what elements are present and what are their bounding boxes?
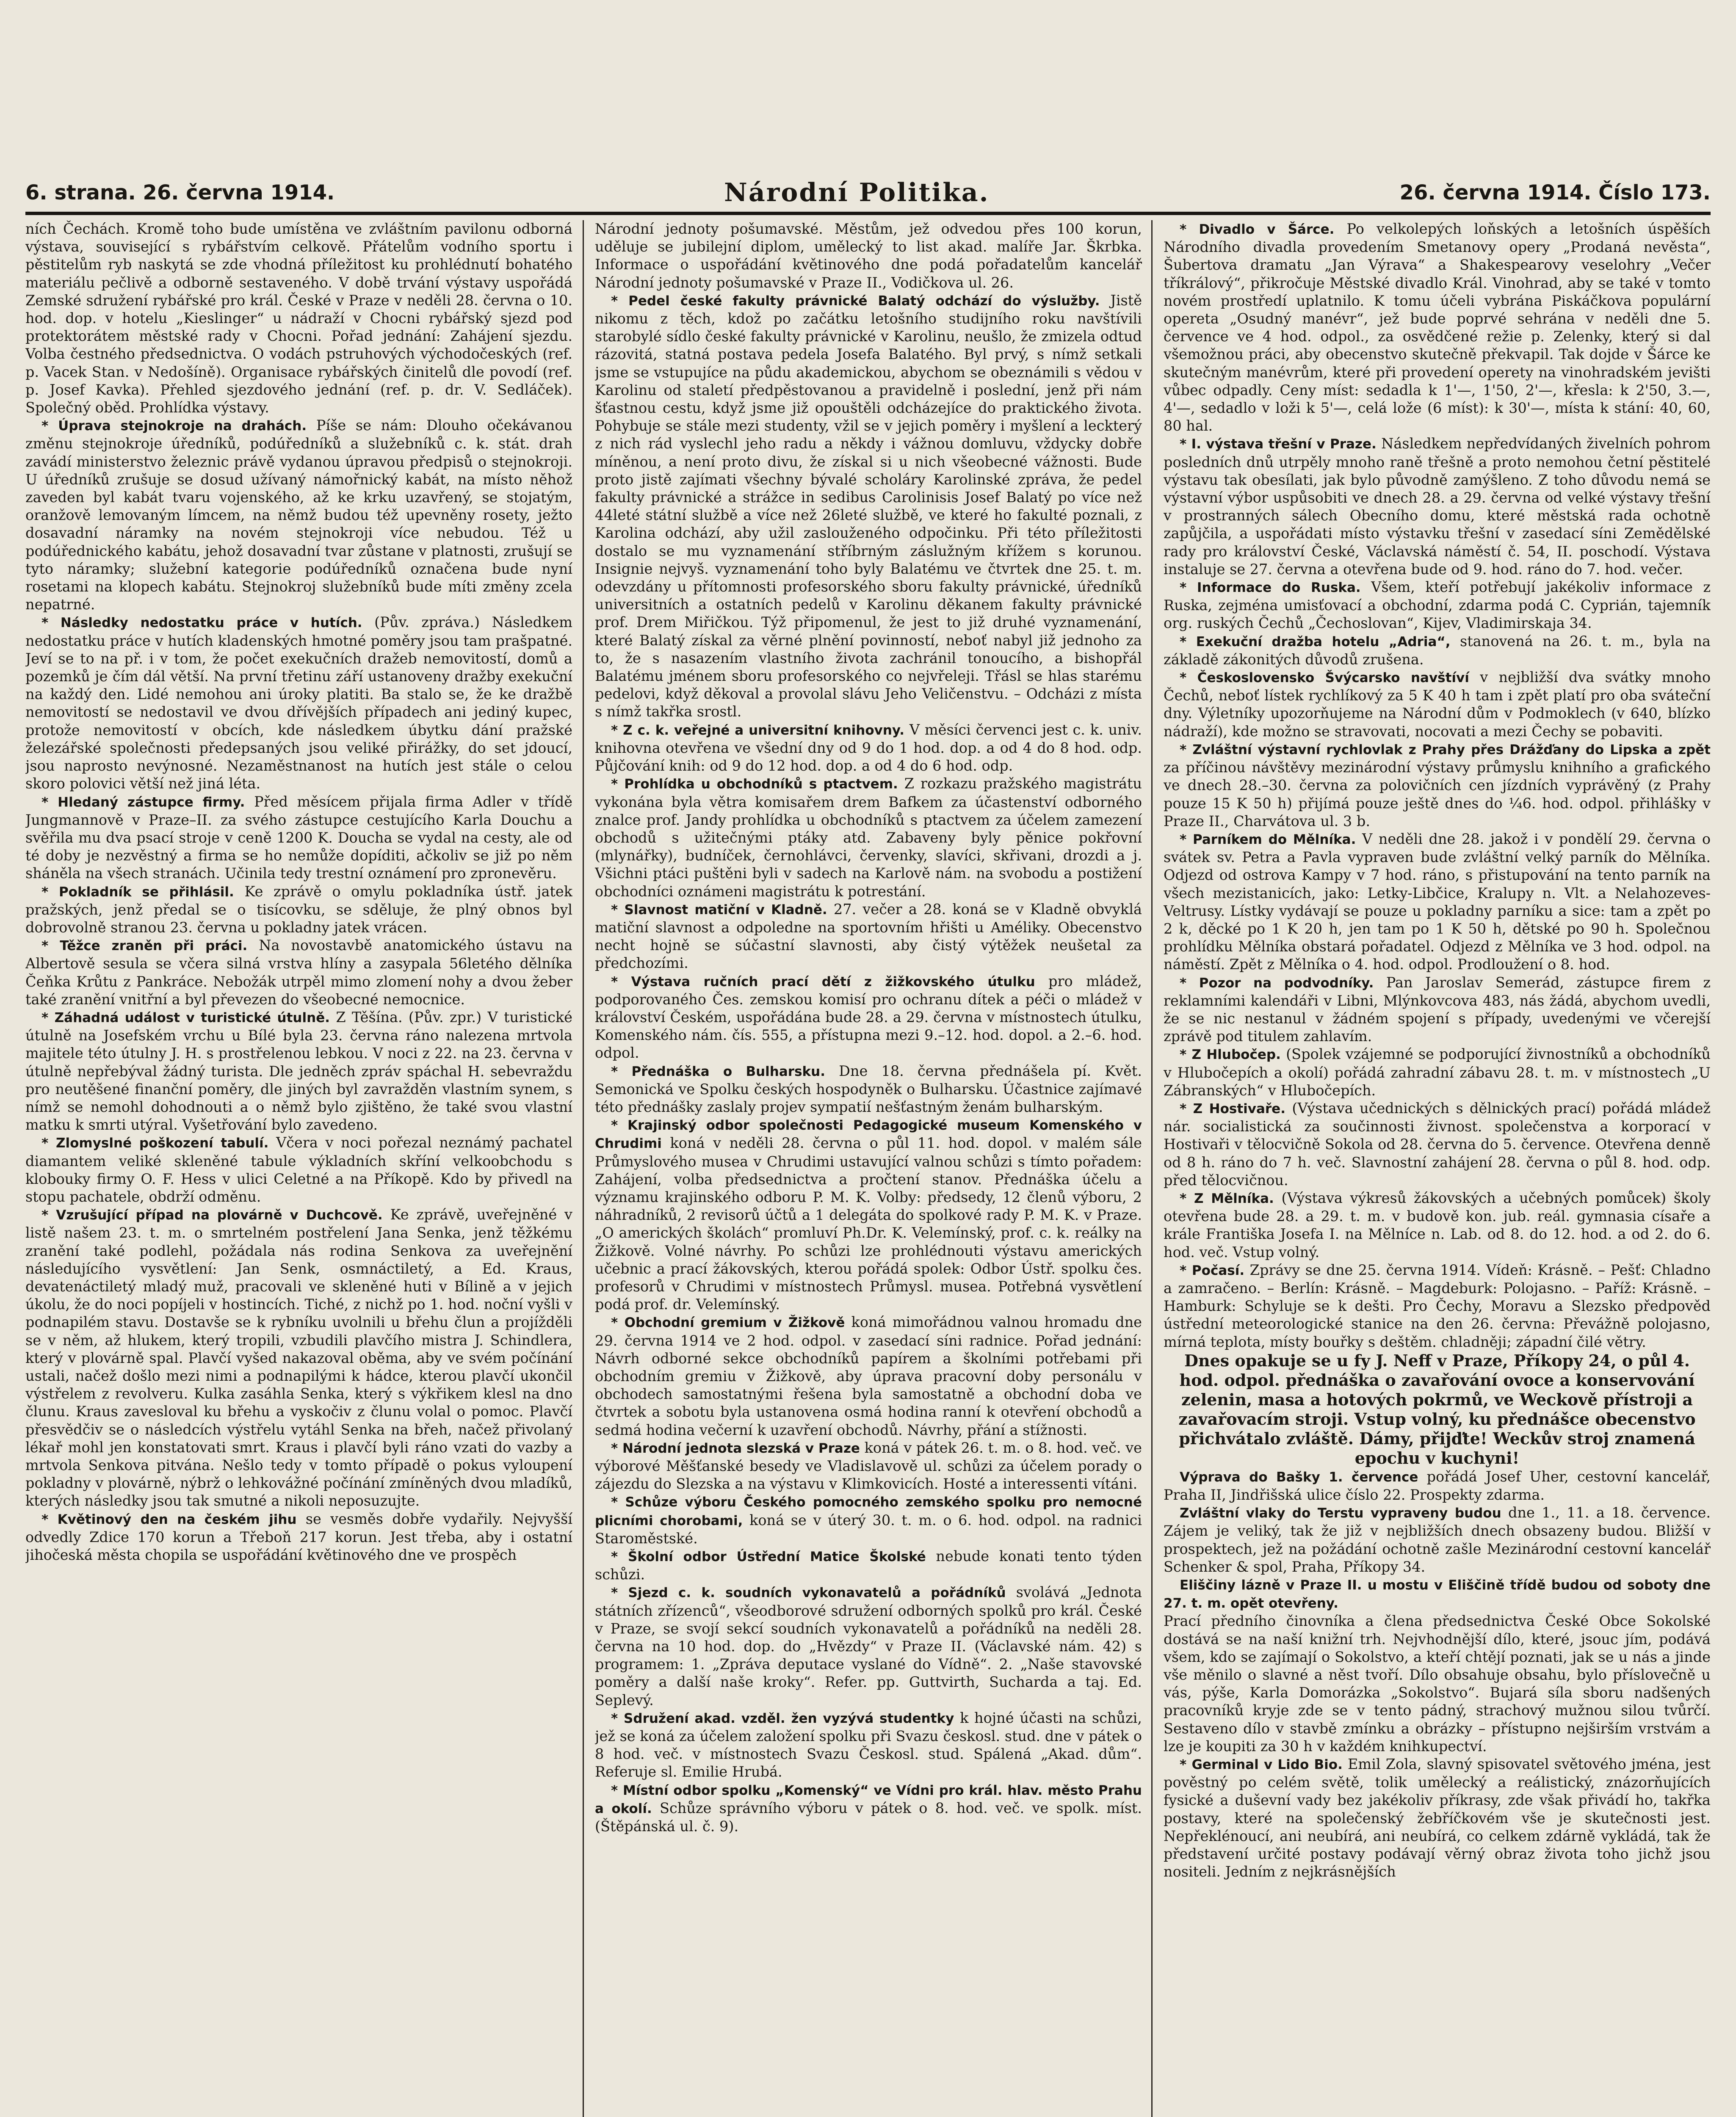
news-item-headline: * Pedel české fakulty právnické Balatý odchází do výslužby. xyxy=(611,293,1100,309)
news-item xyxy=(595,721,1142,775)
news-item-text: Po velkolepých loňských a letošních úspěších Národního divadla provedením Smetanovy opery „Prodaná nevěsta“, Šubertova dramatu „Jan Výrava“ a Shakespearovy veselohry „Večer tříkrálový“, přikročuje Městské divadlo Král. Vinohrad, aby se také v tomto novém prostředí uplatnilo. K tomu účeli vybrána Piskáčkova populární opereta „Osudný manévr“, jež bude poprvé sehrána v neděli dne 5. července ve 4 hod. odpol., za osvědčené režie p. Zelenky, který si dal všemožnou práci, aby obecenstvo skutečně překvapil. Tak dojde v Šárce ke skutečným manévrům, které při provedení operety na vinohradském jevišti vůbec odpadly. Ceny míst: sedadla k 1'—, 1'50, 2'—, křesla: k 2'50, 3.—, 4'—, sedadlo v loži k 5'—, celá lože (6 míst): k 30'—, místa k stání: 40, 60, 80 hal. xyxy=(1164,221,1711,434)
news-item xyxy=(595,292,1142,721)
news-item-text: Ke zprávě o omylu pokladníka ústř. jatek pražských, jenž předal se o tisícovku, se sděluje, že plný obnos byl dobrovolně stranou 23. června u pokladny jatek vrácen. xyxy=(25,883,572,936)
news-item xyxy=(25,1009,572,1134)
news-item-text: koná mimořádnou valnou hromadu dne 29. června 1914 ve 2 hod. odpol. v zasedací síni radnice. Pořad jednání: Návrh odborné sekce obchodníků papírem a školními potřebami při obchodním gremiu v Žižkově, aby úprava pracovní doby personálu v obchodech samostatnými řešena byla samostatně a obchodní doba ve čtvrtek a sobotu byla ustanovena osmá hodina ranní k otevření obchodů a sedmá hodina večerní k uzavření obchodů. Návrhy, přání a stížnosti. xyxy=(595,1314,1142,1438)
news-item xyxy=(1164,830,1711,974)
news-item xyxy=(1164,669,1711,741)
news-item xyxy=(595,1584,1142,1709)
news-item xyxy=(595,1439,1142,1493)
news-item-headline: * Přednáška o Bulharsku. xyxy=(611,1064,825,1079)
news-item xyxy=(25,1510,572,1564)
news-item xyxy=(595,1548,1142,1584)
news-item-headline: * Pozor na podvodníky. xyxy=(1180,975,1374,991)
news-item-text: svolává „Jednota státních zřízenců“, všeodborové sdružení odborných spolků pro král. České v Praze, se svojí sekcí soudních vykonavatelů a pořádníků na neděli 28. června na 10 hod. dop. do „Hvězdy“ v Praze II. (Václavské nám. 42) s programem: 1. „Zpráva deputace vyslané do Vídně“. 2. „Naše stavovské poměry a další naše kroky“. Refer. pp. Guttvirth, Sucharda a taj. Ed. Seplevý. xyxy=(595,1584,1142,1708)
news-item xyxy=(25,1206,572,1510)
news-item xyxy=(25,417,572,614)
news-item-headline: * Slavnost matiční v Kladně. xyxy=(611,902,827,918)
news-item-headline: * Krajinský odbor společnosti Pedagogické museum Komenského v Chrudimi xyxy=(595,1118,1142,1152)
news-item-headline: * Místní odbor spolku „Komenský“ ve Vídni pro král. hlav. město Prahu a okolí. xyxy=(595,1783,1142,1816)
news-item-text: k hojné účasti na schůzi, jež se koná za účelem založení spolku při Svazu českosl. stud. dne v pátek o 8 hod. več. v místnostech Svazu Českosl. stud. Spálená „Akad. dům“. Referuje sl. Emilie Hrubá. xyxy=(595,1709,1142,1780)
news-item-text: Před měsícem přijala firma Adler v třídě Jungmannově v Praze–II. za svého zástupce cestujícího Karla Douchu a svěřila mu dva psací stroje v ceně 1200 K. Doucha se vydal na cesty, ale od té doby je nezvěstný a firma se ho nemůže dopíditi, ačkoliv se již po něm sháněla na všech stranách. Učinila tedy trestní oznámení pro zpronevěru. xyxy=(25,793,572,882)
news-item xyxy=(25,937,572,1009)
news-item xyxy=(1164,1468,1711,1504)
news-item-text: za příčinou návštěvy mezinárodní výstavy průmyslu knihního a grafického ve dnech 28.–30. června za polovičních cen jízdních vyprávěný (z Prahy pouze 15 K 50 h) přijímá pouze ještě dnes do ¼6. hod. odpol. přihlášky v Praze II., Charvátova ul. 3 b. xyxy=(1164,759,1711,829)
news-item xyxy=(1164,1261,1711,1351)
news-item-text: koná se v úterý 30. t. m. o 6. hod. odpol. na radnici Staroměstské. xyxy=(595,1512,1142,1547)
news-item-headline: * Zlomyslné poškození tabulí. xyxy=(41,1136,269,1151)
news-item-text: Píše se nám: Dlouho očekávanou změnu stejnokroje úředníků, podúředníků a služebníků c. k. stát. drah zavádí ministerstvo železnic právě vydanou úpravou předpisů o stejnokroji. U úředníků zrušuje se dosud užívaný námořnický kabát, na místo něhož zaveden byl kabát tvaru vojenského, až ke krku uzavřený, se stojatým, oranžově lemovaným límcem, na němž budou též upevněny rosety, ježto dosavadní náramky na novém stejnokroji více nebudou. Též u podúřednického kabátu, jehož dosavadní tvar zůstane v platnosti, zrušují se tyto náramky; služební kategorie podúředníků označena bude nyní rosetami na klopech kabátu. Stejnokroj služebníků bude míti změny zcela nepatrné. xyxy=(25,417,572,613)
news-item-headline: * Z Hlubočep. xyxy=(1180,1047,1281,1063)
news-item-text: Všem, kteří potřebují jakékoliv informace z Ruska, zejména umisťovací a obchodní, zdarma podá C. Cyprián, tajemník org. ruských Čechů „Čechoslovan“, Kijev, Vladimirskaja 34. xyxy=(1164,579,1711,632)
news-item-text: (Výstava výkresů žákovských a učebných pomůcek) školy otevřena bude 28. a 29. t. m. v budově kon. jub. reál. gymnasia císaře a krále Františka Josefa I. na Mělníce n. Lab. od 8. do 12. hod. a od 2. do 6. hod. več. Vstup volný. xyxy=(1164,1189,1711,1260)
news-item xyxy=(1164,220,1711,435)
column-1 xyxy=(25,220,572,2117)
news-item xyxy=(595,775,1142,900)
news-item-text: Prací předního činovníka a člena předsednictva České Obce Sokolské dostává se na naší knižní trh. Nejvhodnější dílo, které, jsouc jím, podává všem, kdo se zajímají o Sokolstvo, a kteří chtějí poznati, jak se u nás a jinde vše měnilo o slavné a něst tvoří. Dílo obsahuje obsahu, bylo příslovečně u vás, pýše, Karla Domorázka „Sokolstvo“. Bujará síla sboru nadšených pracovníků kryje zde se v tento pádný, strachový mužnou silou tvůrčí. Sestaveno dílo v stavbě zmínku a obrázky – přístupno nejširším vrstvám a lze je koupiti za 30 h v každém knihkupectví. xyxy=(1164,1613,1711,1755)
news-item-headline: * Sdružení akad. vzděl. žen vyzývá studentky xyxy=(611,1711,954,1726)
news-item xyxy=(25,1134,572,1206)
header-issue: 26. června 1914. Číslo 173. xyxy=(1399,181,1711,205)
news-item xyxy=(1164,974,1711,1046)
news-item xyxy=(25,614,572,793)
news-item xyxy=(1164,741,1711,830)
news-item-text: pro mládež, podporovaného Čes. zemskou komisí pro ochranu dítek a péči o mládež v království Českém, uspořádána bude 28. a 29. června v místnostech útulku, Komenského nám. čís. 555, a přístupna mezi 9.–12. hod. dopol. a 2.–6. hod. odpol. xyxy=(595,973,1142,1061)
news-item-headline: * Pokladník se přihlásil. xyxy=(41,884,234,900)
news-item-headline: * Informace do Ruska. xyxy=(1180,580,1361,596)
news-item xyxy=(1164,1045,1711,1100)
news-item-text: dne 1., 11. a 18. července. Zájem je veliký, tak že již v nejbližších dnech obsazeny budou. Bližší v prospektech, jež na požádání ochotně zašle Mezinárodní cestovní kancelář Schenker & spol, Praha, Příkopy 34. xyxy=(1164,1504,1711,1575)
news-item-headline: * Sjezd c. k. soudních vykonavatelů a pořádníků xyxy=(611,1585,1006,1601)
news-item-headline: * Schůze výboru Českého pomocného zemského spolku pro nemocné plicními chorobami, xyxy=(595,1495,1142,1528)
news-item-headline: * Národní jednota slezská v Praze xyxy=(611,1440,860,1456)
news-item xyxy=(25,793,572,883)
news-item-headline: * Z Hostivaře. xyxy=(1180,1101,1285,1117)
news-item-headline: Eliščiny lázně v Praze II. u mostu v Eliščině třídě budou od soboty dne 27. t. m. opět otevřeny. xyxy=(1164,1578,1711,1611)
news-item xyxy=(1164,633,1711,669)
news-item-headline: * Počasí. xyxy=(1180,1263,1245,1278)
news-item-headline: * Hledaný zástupce firmy. xyxy=(41,794,245,810)
advertisement xyxy=(1164,1351,1711,1468)
news-item-headline: * Prohlídka u obchodníků s ptactvem. xyxy=(611,777,898,792)
news-item-headline: * Parníkem do Mělníka. xyxy=(1180,832,1356,847)
news-item-headline: * Úprava stejnokroje na drahách. xyxy=(41,418,307,434)
news-item-headline: * Zvláštní výstavní rychlovlak z Prahy přes Drážďany do Lipska a zpět xyxy=(1180,742,1711,757)
news-item xyxy=(1164,1100,1711,1189)
news-item-headline: * Divadlo v Šárce. xyxy=(1180,222,1335,237)
header-rule xyxy=(25,212,1711,215)
news-item xyxy=(595,973,1142,1062)
column-2 xyxy=(595,220,1142,2117)
header-masthead: Národní Politika. xyxy=(724,178,990,207)
news-item xyxy=(1164,1755,1711,1881)
news-item-text: Národní jednoty pošumavské. Městům, jež odvedou přes 100 korun, uděluje se jubilejní diplom, umělecký to list akad. malíře Jar. Škrbka. Informace o uspořádání květinového dne podá pořadatelům kancelář Národní jednoty pošumavské v Praze II., Vodičkova ul. 26. xyxy=(595,221,1142,291)
news-item-headline: Výprava do Bašky 1. července xyxy=(1180,1469,1418,1485)
news-item-text: Dnes opakuje se u fy J. Neff v Praze, Příkopy 24, o půl 4. hod. odpol. přednáška o zavařování ovoce a konservování zelenin, masa a hotových pokrmů, ve Weckově přístroji a zavařovacím stroji. Vstup volný, ku přednášce obecenstvo přichvátalo zvláště. Dámy, přijďte! Weckův stroj znamená epochu v kuchyni! xyxy=(1178,1351,1696,1468)
news-item-text: (Pův. zpráva.) Následkem nedostatku práce v hutích kladenských hmotné poměry jsou tam prašpatné. Jeví se to na př. i v tom, že počet exekučních dražeb nemovitostí, domů a pozemků je čím dál větší. Na první třetinu září ustanoveny dražby exekuční na každý den. Lidé nemohou ani úroky platiti. Ba stalo se, že ke dražbě nemovitostí se nedostavil ve dvou dřívějších případech ani jediný kupec, protože nemovitostí v obcích, kde následkem úbytku dání pražské železářské společnosti předepsaných jsou veliké přirážky, do set jdoucí, jsou naprosto nevýnosné. Nezaměstnanost na hutích jest stále o celou skoro polovici větší než jiná léta. xyxy=(25,614,572,792)
news-item-text: nebude konati tento týden schůzi. xyxy=(595,1548,1142,1583)
news-item-headline: * Květinový den na českém jihu xyxy=(41,1512,297,1527)
page-header xyxy=(25,178,1711,207)
news-item-headline: * Germinal v Lido Bio. xyxy=(1180,1757,1343,1773)
news-item-headline: * Těžce zraněn při práci. xyxy=(41,938,248,954)
news-item-text: (Spolek vzájemné se podporující živnostníků a obchodníků v Hlubočepích a okolí) pořádá zahradní zábavu 28. t. m. v místnostech „U Zábranských“ v Hlubočepích. xyxy=(1164,1046,1711,1099)
news-item-text: pořádá Josef Uher, cestovní kancelář, Praha II, Jindřišská ulice číslo 22. Prospekty zdarma. xyxy=(1164,1468,1711,1503)
news-item-text: Schůze správního výboru v pátek o 8. hod. več. ve spolk. míst. (Štěpánská ul. č. 9). xyxy=(595,1799,1142,1835)
news-item-text: Emil Zola, slavný spisovatel světového jména, jest pověstný po celém světě, tolik umělecký a reálistický, znázorňujících fysické a duševní vady bez jakékoliv příkrasy, zde však přivádí ho, takřka postavy, které na společenský žebříčkovém vše je skutečnosti jest. Nepřeklénoucí, ani neubírá, ani neubírá, co celkem zdárně vykládá, tak že představení určité postavy podávají věrný obraz života toho jichž jsou nositeli. Jedním z nejkrásnějších xyxy=(1164,1756,1711,1880)
news-item-text: Dne 18. června přednášela pí. Květ. Semonická ve Spolku českých hospodyněk o Bulharsku. Účastnice zajímavé této přednášky zaslaly projev sympatií nešťastným ženám bulharským. xyxy=(595,1062,1142,1115)
news-item xyxy=(1164,1504,1711,1576)
news-item-text: V neděli dne 28. jakož i v pondělí 29. června o svátek sv. Petra a Pavla vypraven bude zvláštní velký parník do Mělníka. Odjezd od ostrova Kampy v 7 hod. ráno, s přistupování na tento parník na všech mezistanicích, jako: Letky-Libčice, Kralupy n. Vlt. a Nelahozeves-Veltrusy. Lístky vydávají se pouze u pokladny parníku a sice: tam a zpět po 2 k, děcké po 1 K 20 h, jen tam po 1 K 50 h, dětské po 90 h. Společnou prohlídku Mělníka obstará pořadatel. Odjezd z Mělníka ve 3 hod. odpol. na náměstí. Zpět z Mělníka o 4. hod. odpol. Prodloužení o 8. hod. xyxy=(1164,830,1711,973)
news-item xyxy=(595,1116,1142,1313)
news-item xyxy=(595,220,1142,292)
news-item-headline: * I. výstava třešní v Praze. xyxy=(1180,437,1377,452)
news-item xyxy=(25,220,572,417)
news-item-text: Z rozkazu pražského magistrátu vykonána byla větra komisařem drem Bafkem za účastenství odborného znalce prof. Jandy prohlídka u obchodníků s ptactvem za účelem zamezení obchodů s užitečnými ptáky atd. Zabaveny byly pěnice pokřovní (mlynářky), budníček, černohlávci, červenky, slavíci, skřivani, drozdi a j. Všichni ptáci puštěni byli v sadech na Karlově nám. na svobodu a postižení obchodníci oznámeni magistrátu k potrestání. xyxy=(595,775,1142,900)
news-item xyxy=(1164,1576,1711,1612)
news-item-headline: * Následky nedostatku práce v hutích. xyxy=(41,615,362,631)
news-item-headline: * Z Mělníka. xyxy=(1180,1191,1274,1206)
news-item-text: Včera v noci pořezal neznámý pachatel diamantem veliké skleněné tabule výkladních skříní velkoobchodu s klobouky firmy O. F. Hess v ulici Celetné a na Příkopě. Kdo by přivedl na stopu pachatele, obdrží odměnu. xyxy=(25,1134,572,1205)
news-item xyxy=(25,883,572,937)
column-divider xyxy=(1151,220,1153,2117)
news-item-text: (Výstava učednických s dělnických prací) pořádá mládež nár. socialistická za součinnosti živnost. společenstva a korporací v Hostivaři v tělocvičně Sokola od 28. června do 5. července. Otevřena denně od 8 h. ráno do 7 h. več. Slavnostní zahájení 28. června o půl 8. hod. odp. před tělocvičnou. xyxy=(1164,1100,1711,1188)
news-item-text: Pan Jaroslav Semerád, zástupce firem z reklamními kalendáři v Libni, Mlýnkovcova 483, nás žádá, abychom uvedli, že se nic nestanul v žádném spojení s případy, uvedenými ve včerejší zprávě pod titulem zahlavím. xyxy=(1164,974,1711,1045)
news-item xyxy=(595,901,1142,973)
news-item-headline: * Exekuční dražba hotelu „Adria“, xyxy=(1180,634,1451,649)
news-item-headline: * Záhadná událost v turistické útulně. xyxy=(41,1010,330,1025)
news-item-text: koná v neděli 28. června o půl 11. hod. dopol. v malém sále Průmyslového musea v Chrudimi ustavující valnou schůzi s tímto pořadem: Zahájení, volba předsednictva a pročtení stanov. Přednáška účelu a významu krajinského odboru P. M. K. Volby: předsedy, 12 členů výboru, 2 náhradníků, 2 revisorů účtů a 1 delegáta do spolkové rady P. M. K. v Praze. „O amerických školách“ promluví Ph.Dr. K. Velemínský, prof. c. k. reálky na Žižkově. Volné návrhy. Po schůzi lze prohlédnouti výstavu amerických učebnic a prací žákovských, kterou pořádá spolek: Odbor Ústř. spolku čes. profesorů v Chrudimi v místnostech Průmysl. musea. Potřebná vysvětlení podá prof. dr. Velemínský. xyxy=(595,1135,1142,1313)
news-item-text: v nejbližší dva svátky mnoho Čechů, neboť lístek rychlíkový za 5 K 40 h tam i zpět platí pro oba sváteční dny. Výletníky upozorňujeme na Národní dům v Podmoklech (v 640, blízko nádraží), kde možno se stravovati, nocovati a mezi Čechy se pobaviti. xyxy=(1164,669,1711,740)
news-item-headline: * Obchodní gremium v Žižkově xyxy=(611,1315,845,1331)
news-item xyxy=(595,1313,1142,1439)
news-item xyxy=(595,1062,1142,1117)
news-item-text: V měsíci červenci jest c. k. univ. knihovna otevřena ve všední dny od 9 do 1 hod. dop. a od 4 do 8 hod. odp. Půjčování knih: od 9 do 12 hod. dop. a od 4 do 6 hod. odp. xyxy=(595,721,1142,774)
column-divider xyxy=(583,220,584,2117)
news-item-text: Následkem nepředvídaných živelních pohrom posledních dnů utrpěly mnoho raně třešně a proto nemohou četní pěstitelé výstavu tak obesílati, jak bylo původně zamýšleno. Z toho důvodu nemá se výstavní výbor uspůsobiti ve dnech 28. a 29. června od velké výstavy třešní v prostranných sálech Obecního domu, které městská rada ochotně zapůjčila, a uspořádati místo výstavku třešní v zasedací síni Zemědělské rady pro království České, Václavská náměstí č. 54, II. poschodí. Výstava instaluje se 27. června a otevřena bude od 9. hod. ráno do 7. hod. večer. xyxy=(1164,435,1711,578)
news-item-headline: * Z c. k. veřejné a universitní knihovny. xyxy=(611,722,905,738)
news-item-text: Na novostavbě anatomického ústavu na Albertově sesula se včera silná vrstva hlíny a zasypala 56letého dělníka Čeňka Krůtu z Pankráce. Nebožák utrpěl mimo zlomení nohy a dvou žeber také zranění vnitřní a byl převezen do všeobecné nemocnice. xyxy=(25,937,572,1008)
news-item-headline: * Československo Švýcarsko navštíví xyxy=(1180,670,1469,686)
news-item xyxy=(595,1493,1142,1548)
news-item xyxy=(595,1781,1142,1836)
news-item xyxy=(1164,1189,1711,1261)
news-item-headline: Zvláštní vlaky do Terstu vypraveny budou xyxy=(1180,1506,1501,1521)
news-item xyxy=(1164,578,1711,633)
column-3 xyxy=(1164,220,1711,2117)
news-item-headline: * Výstava ručních prací dětí z žižkovského útulku xyxy=(611,974,1035,989)
news-item-text: se vesměs dobře vydařily. Nejvyšší odvedly Zdice 170 korun a Třeboň 217 korun. Jest třeba, aby i ostatní jihočeská města chopila se uspořádání květinového dne ve prospěch xyxy=(25,1510,572,1564)
news-item xyxy=(595,1709,1142,1781)
news-item-text: Ke zprávě, uveřejněné v listě našem 23. t. m. o smrtelném postřelení Jana Senka, jenž těžkému zranění také podlehl, požádala nás rodina Senkova za uveřejnění následujícího vysvětlení: Jan Senk, osmnáctiletý, a Ed. Kraus, devatenáctiletý mladý muž, pracovali ve skleněné huti v Bílině a v jejich úkolu, že do noci popíjeli v hostincích. Tiché, z nichž po 1. hod. noční vyšli v podnapilém stavu. Dostavše se k rybníku uvolnili u břehu člun a projížděli se v něm, až hlukem, který tropili, vzbudili plavčího mistra J. Schindlera, který v plovárně spal. Plavčí vyšed nakazoval oběma, aby ve svém počínání ustali, načež došlo mezi nimi a podnapilými k hádce, kterou plavčí ukončil výstřelem z revolveru. Kulka zasáhla Senka, který s výkřikem klesl na dno člunu. Kraus zavesloval ku břehu a vyskočiv z člunu volal o pomoc. Plavčí přesvědčiv se o následcích výstřelu vytáhl Senka na břeh, načež přivolaný lékař mohl jen konstatovati smrt. Kraus i plavčí byli ráno vzati do vazby a mrtvola Senkova pitvána. Nešlo tedy v tomto případě o pokus vyloupení pokladny v plovárně, nýbrž o lehkovážné počínání zmíněných dvou mladíků, kterých následky jsou tak smutné a nikoli neposuzujte. xyxy=(25,1206,572,1509)
news-item-text: stanovená na 26. t. m., byla na základě zákonitých důvodů zrušena. xyxy=(1164,633,1711,668)
news-item-text: ních Čechách. Kromě toho bude umístěna ve zvláštním pavilonu odborná výstava, související s rybářstvím celkově. Přátelům vodního sportu i pěstitelům ryb naskytá se zde vhodná příležitost ku prohlédnutí bohatého materiálu pečlivě a odborně sestaveného. V době trvání výstavy uspořádá Zemské sdružení rybářské pro král. České v Praze v neděli 28. června o 10. hod. dop. v hotelu „Kieslinger“ u nádraží v Chocni rybářský sjezd pod protektorátem městské rady v Chocni. Pořad jednání: Zahájení sjezdu. Volba čestného předsednictva. O vodách pstruhových východočeských (ref. p. Vacek Stan. v Nedošíně). Organisace rybářských činitelů dle povodí (ref. p. Josef Kavka). Přehled sjezdového jednání (ref. p. dr. V. Sedláček). Společný oběd. Prohlídka výstavy. xyxy=(25,221,572,416)
news-item-headline: * Vzrušující případ na plovárně v Duchcově. xyxy=(41,1208,383,1223)
news-item xyxy=(1164,435,1711,578)
news-item-text: Jistě nikomu z těch, kdož po začátku letošního studijního roku navštívili starobylé sídlo české fakulty právnické v Karolinu, neušlo, že zmizela odtud rázovitá, statná postava pedela Josefa Balatého. Byl prvý, s nímž setkali jsme se vstupujíce na půdu akademickou, abychom se obeznámili s vědou v Karolinu od staletí předpěstovanou a pravidelně i poslední, jenž při nám šťastnou cestu, když jsme již opouštěli odcházejíce do praktického života. Pohybuje se stále mezi studenty, vžil se v jejich poměry i myšlení a leckterý z nich rád vyslechl jeho radu a někdy i vážnou domluvu, vždycky dobře míněnou, a není proto divu, že získal si u nich všeobecné vážnosti. Bude proto jistě zajímati všechny bývalé scholáry Karolinské zpráva, že pedel fakulty právnické a strážce in sedibus Carolinisis Josef Balatý po více než 44leté státní službě a více než 26leté službě, ve které ho fakulté poznali, z Karolina odchází, aby užil zaslouženého odpočinku. Při této příležitosti dostalo se mu vyznamenání stříbrným záslužným křížem s korunou. Insignie nejvyš. vyznamenání toho byly Balatému ve čtvrtek dne 25. t. m. odevzdány u přítomnosti profesorského sboru fakulty právnické, úředníků universitních a ostatních pedelů v Karolinu děkanem fakulty právnické prof. Drem Miřičkou. Týž připomenul, že jest to již druhé vyznamenání, které Balatý získal za věrné plnění povinností, neboť nabyl již jednoho za to, že s nasazením vlastního života zachránil tonoucího, a bishopřál Balatému jménem sboru profesorského co nejvřeleji. Třásl se hlas starému pedelovi, když děkoval a provolal slávu Jeho Veličenstvu. – Odcházi z místa s nímž takřka srostl. xyxy=(595,292,1142,720)
news-item-text: koná v pátek 26. t. m. o 8. hod. več. ve výborové Měšťanské besedy ve Vladislavově ul. schůzi za účelem porady o zájezdu do Slezska a na výstavu v Klimkovicích. Hosté a interessenti vítáni. xyxy=(595,1439,1142,1492)
news-item-headline: * Školní odbor Ústřední Matice Školské xyxy=(611,1549,926,1565)
news-item-text: 27. večer a 28. koná se v Kladně obvyklá matiční slavnost a odpoledne na sportovním hřišti u Améliky. Obecenstvo necht hojně se súčastní slavnosti, aby čistý výtěžek neušetal za předchozími. xyxy=(595,901,1142,972)
header-page-date: 6. strana. 26. června 1914. xyxy=(25,181,335,205)
news-item xyxy=(1164,1612,1711,1755)
news-item-text: Zprávy se dne 25. června 1914. Vídeň: Krásně. – Pešť: Chladno a zamračeno. – Berlín: Krásně. – Magdeburk: Polojasno. – Paříž: Krásně. – Hamburk: Schyluje se k dešti. Pro Čechy, Moravu a Slezsko předpověd ústřední meteorologické stanice na den 26. června: Převážně polojasno, mírná teplota, místy bouřky s deštěm. chladněji; západní čilé větry. xyxy=(1164,1261,1711,1350)
news-item-text: Z Těšína. (Pův. zpr.) V turistické útulně na Josefském vrchu u Bílé byla 23. června ráno nalezena mrtvola majitele této útulny J. H. s prostřelenou lebkou. V noci z 22. na 23. června v útulně nepřebýval žádný turista. Dle jedněch zpráv spáchal H. sebevraždu pro neutěšené finanční poměry, dle jiných byl zavražděn vlastním synem, s nímž se nemohl dohodnouti a o němž bylo zjištěno, že také svou vlastní matku k smrti utýral. Vyšetřování bylo zavedeno. xyxy=(25,1009,572,1133)
